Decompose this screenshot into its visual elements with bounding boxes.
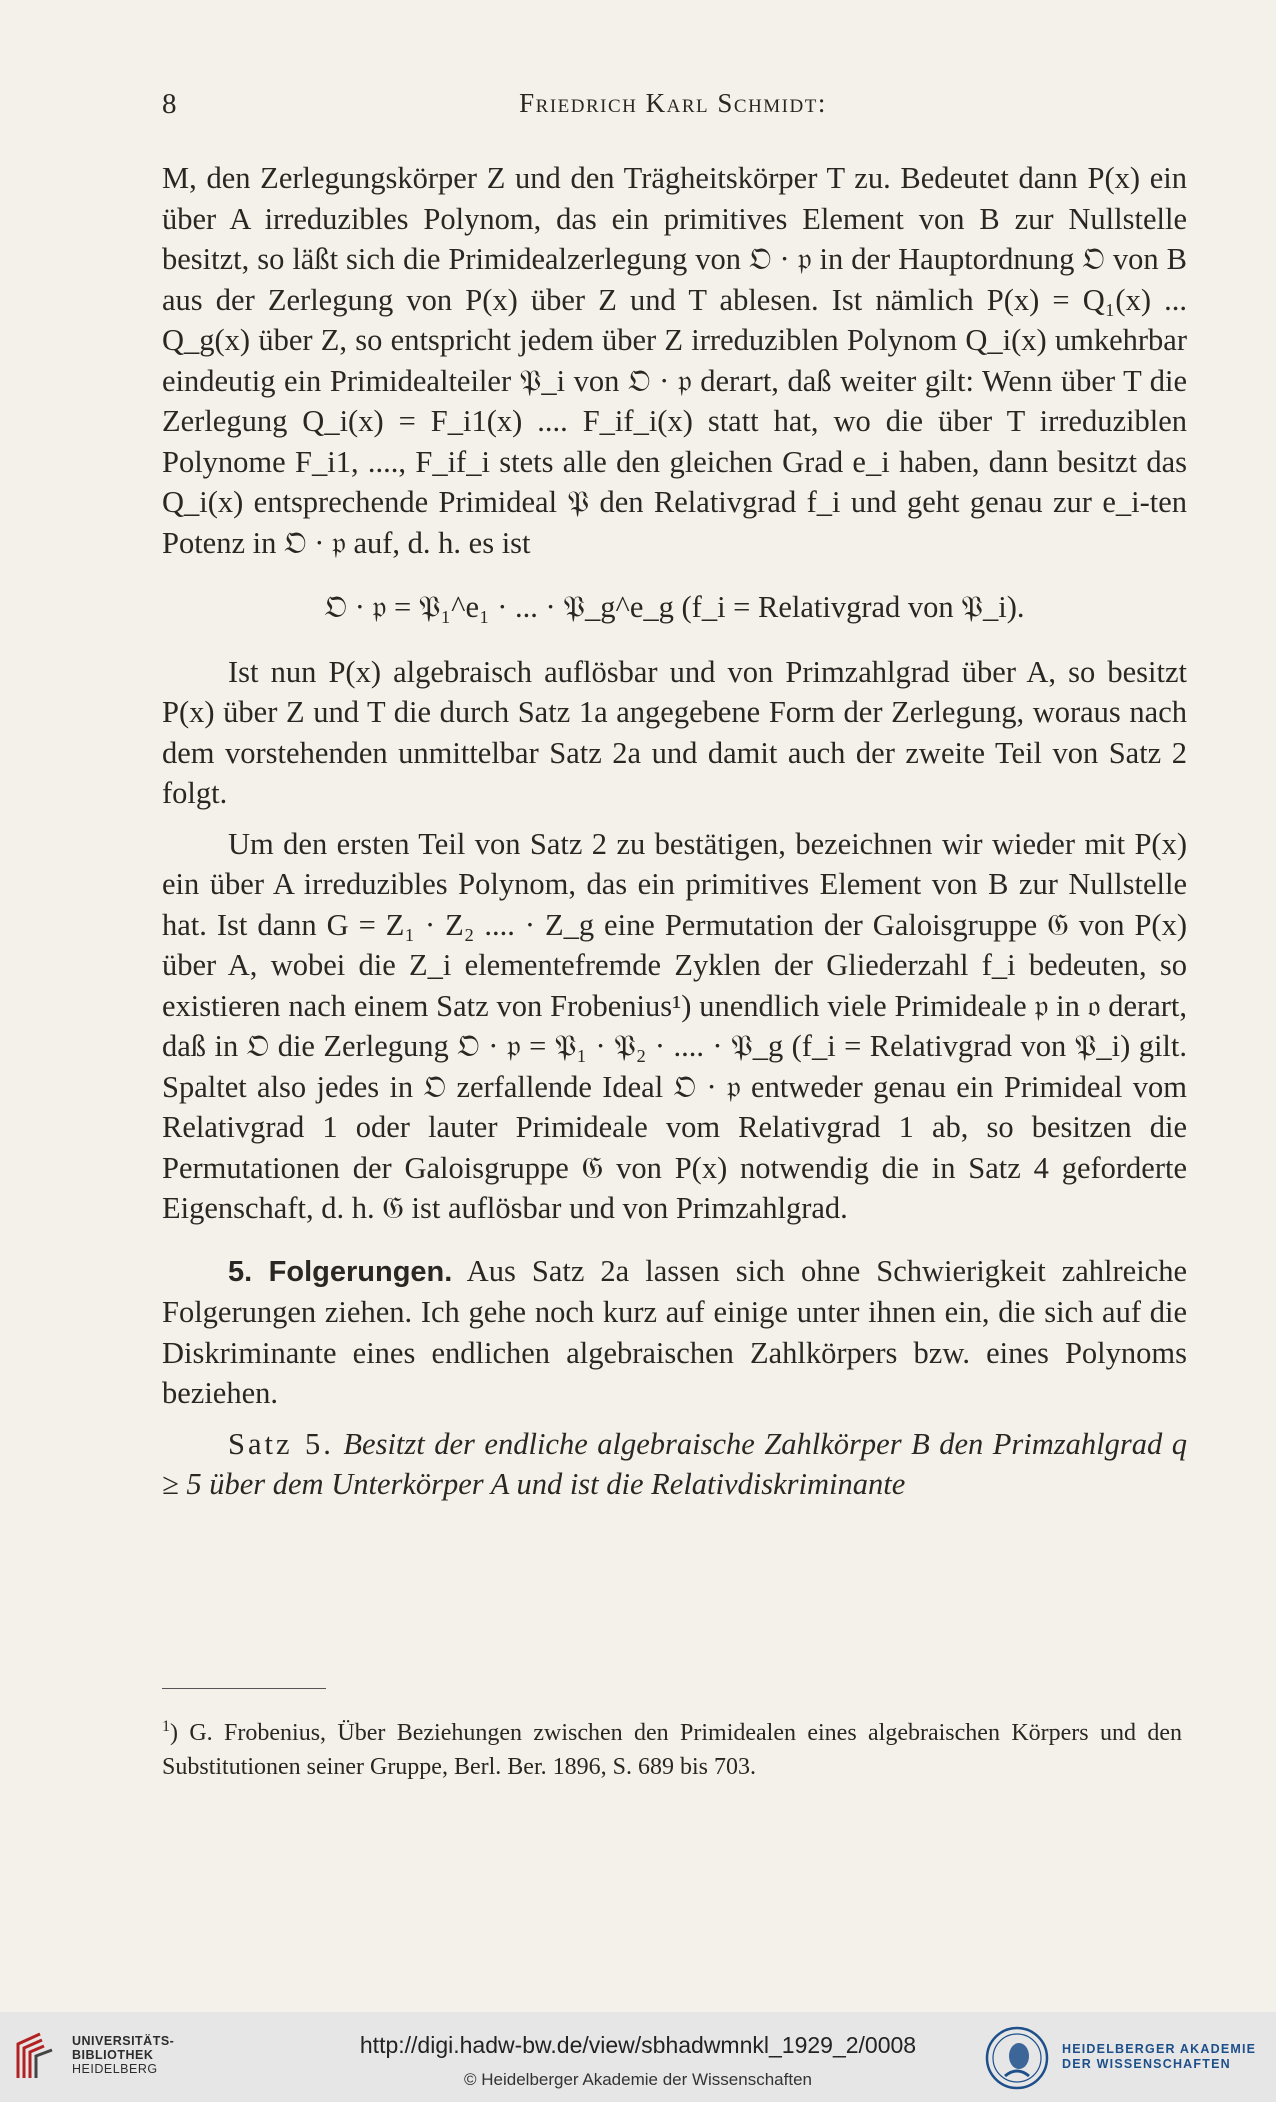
academy-line-1: HEIDELBERGER AKADEMIE xyxy=(1062,2042,1257,2056)
footnote-marker: 1 xyxy=(162,1718,170,1735)
theorem-label: Satz 5. xyxy=(228,1426,334,1461)
main-text xyxy=(162,158,1187,1505)
footer-bar xyxy=(0,2012,1276,2102)
display-formula: 𝔒 · 𝔭 = 𝔓₁^e₁ · ... · 𝔓_g^e_g (f_i = Relativgrad von 𝔓_i). xyxy=(324,590,1025,624)
footnote xyxy=(162,1716,1182,1784)
copyright-notice: © Heidelberger Akademie der Wissenschaften xyxy=(464,2070,812,2089)
ub-line-1: UNIVERSITÄTS- xyxy=(72,2034,175,2048)
page-header xyxy=(160,88,1186,128)
theorem-text: Besitzt der endliche algebraische Zahlkörper B den Primzahlgrad q ≥ 5 über dem Unterkörper A und ist die Relativdiskriminante xyxy=(162,1426,1187,1501)
page-number: 8 xyxy=(162,88,177,120)
ub-line-3: HEIDELBERG xyxy=(72,2062,158,2076)
academy-line-2: DER WISSENSCHAFTEN xyxy=(1062,2057,1231,2071)
theorem-5 xyxy=(162,1424,1187,1505)
paragraph-3: Um den ersten Teil von Satz 2 zu bestätigen, bezeichnen wir wieder mit P(x) ein über A irreduzibles Polynom, das ein primitives Element von B zur Nullstelle hat. Ist dann G = Z₁ · Z₂ .... · Z_g eine Permutation der Galoisgruppe 𝔊 von P(x) über A, wobei die Z_i elementefremde Zyklen der Gliederzahl f_i bedeuten, so existieren nach einem Satz von Frobenius¹) unendlich viele Primideale 𝔭 in 𝔬 derart, daß in 𝔒 die Zerlegung 𝔒 · 𝔭 = 𝔓₁ · 𝔓₂ · .... · 𝔓_g (f_i = Relativgrad von 𝔓_i) gilt. Spaltet also jedes in 𝔒 zerfallende Ideal 𝔒 · 𝔭 entweder genau ein Primideal vom Relativgrad 1 oder lauter Primideale vom Relativgrad 1 ab, so besitzen die Permutationen der Galoisgruppe 𝔊 von P(x) notwendig die in Satz 4 geforderte Eigenschaft, d. h. 𝔊 ist auflösbar und von Primzahlgrad. xyxy=(162,826,1187,1225)
paragraph-4 xyxy=(162,1251,1187,1414)
ub-line-2: BIBLIOTHEK xyxy=(72,2048,154,2062)
academy-seal-icon xyxy=(985,2026,1049,2090)
paragraph-4-text: Aus Satz 2a lassen sich ohne Schwierigkeit zahlreiche Folgerungen ziehen. Ich gehe noch kurz auf einige unter ihnen ein, die sich auf die Diskriminante eines endlichen algebraischen Zahlkörpers bzw. eines Polynoms beziehen. xyxy=(162,1253,1187,1410)
footnote-text: ) G. Frobenius, Über Beziehungen zwischen den Primidealen eines algebraischen Körpers und den Substitutionen seiner Gruppe, Berl. Ber. 1896, S. 689 bis 703. xyxy=(162,1720,1182,1780)
paragraph-1: M, den Zerlegungskörper Z und den Trägheitskörper T zu. Bedeutet dann P(x) ein über A irreduzibles Polynom, das ein primitives Element von B zur Nullstelle besitzt, so läßt sich die Primidealzerlegung von 𝔒 · 𝔭 in der Hauptordnung 𝔒 von B aus der Zerlegung von P(x) über Z und T ablesen. Ist nämlich P(x) = Q₁(x) ... Q_g(x) über Z, so entspricht jedem über Z irreduziblen Polynom Q_i(x) umkehrbar eindeutig ein Primidealteiler 𝔓_i von 𝔒 · 𝔭 derart, daß weiter gilt: Wenn über T die Zerlegung Q_i(x) = F_i1(x) .... F_if_i(x) statt hat, wo die über T irreduziblen Polynome F_i1, ...., F_if_i stets alle den gleichen Grad e_i haben, dann besitzt das Q_i(x) entsprechende Primideal 𝔓 den Relativgrad f_i und geht genau zur e_i-ten Potenz in 𝔒 · 𝔭 auf, d. h. es ist xyxy=(162,161,1187,560)
paragraph-2: Ist nun P(x) algebraisch auflösbar und von Primzahlgrad über A, so besitzt P(x) über Z und T die durch Satz 1a angegebene Form der Zerlegung, woraus nach dem vorstehenden unmittelbar Satz 2a und damit auch der zweite Teil von Satz 2 folgt. xyxy=(162,654,1187,810)
running-head: Friedrich Karl Schmidt: xyxy=(519,88,827,118)
permalink-url[interactable]: http://digi.hadw-bw.de/view/sbhadwmnkl_1929_2/0008 xyxy=(359,2032,917,2058)
section-heading: 5. Folgerungen. xyxy=(228,1255,453,1288)
academy-name xyxy=(1062,2042,1256,2072)
footnote-rule xyxy=(162,1688,326,1689)
